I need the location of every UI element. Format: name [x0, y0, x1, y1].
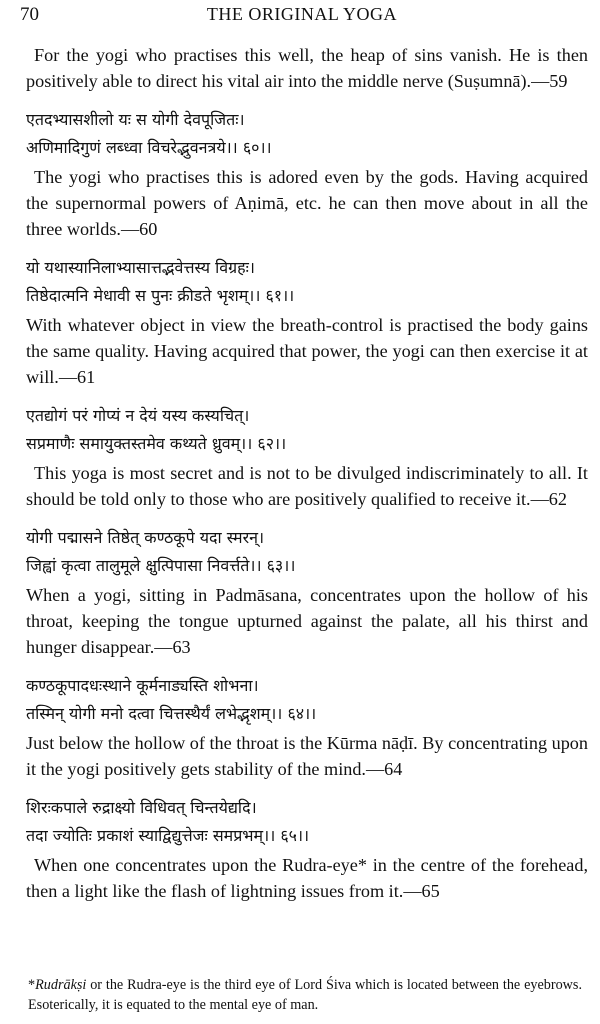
- verse-line: तदा ज्योतिः प्रकाशं स्याद्विद्युत्तेजः समप्रभम्।। ६५।।: [26, 826, 310, 845]
- translation-paragraph: The yogi who practises this is adored even by the gods. Having acquired the supernormal powers of Aṇimā, etc. he can then move about in all the three worlds.—60: [26, 167, 588, 239]
- translation-paragraph: With whatever object in view the breath-control is practised the body gains the same quality. Having acquired that power, the yogi can then exercise it at will.—61: [26, 315, 588, 387]
- verse-line: अणिमादिगुणं लब्ध्वा विचरेद्भुवनत्रये।। ६०।।: [26, 138, 272, 157]
- verse-line: जिह्वां कृत्वा तालुमूले क्षुत्पिपासा निवर्त्तते।। ६३।।: [26, 556, 296, 575]
- verse-line: तस्मिन् योगी मनो दत्वा चित्तस्थैर्यं लभेद्भृशम्।। ६४।।: [26, 704, 317, 723]
- page-number: 70: [20, 4, 39, 25]
- sanskrit-verse: [26, 794, 588, 850]
- verse-line: शिरःकपाले रुद्राक्ष्यो विधिवत् चिन्तयेद्यदि।: [26, 798, 257, 817]
- translation-paragraph: When one concentrates upon the Rudra-eye* in the centre of the forehead, then a light like the flash of lightning issues from it.—65: [26, 855, 588, 901]
- footnote-text: or the Rudra-eye is the third eye of Lord Śiva which is located between the eyebrows. Esoterically, it is equated to the mental eye of man.: [28, 977, 582, 1013]
- page-body: [26, 42, 588, 916]
- footnote: [28, 975, 582, 1015]
- translation-paragraph: When a yogi, sitting in Padmāsana, concentrates upon the hollow of his throat, keeping the tongue upturned against the palate, all his thirst and hunger disappear.—63: [26, 585, 588, 657]
- running-head: [18, 4, 586, 30]
- verse-line: एतदभ्यासशीलो यः स योगी देवपूजितः।: [26, 110, 245, 129]
- verse-line: सप्रमाणैः समायुक्तस्तमेव कथ्यते ध्रुवम्।। ६२।।: [26, 434, 287, 453]
- sanskrit-verse: [26, 106, 588, 162]
- sanskrit-verse: [26, 254, 588, 310]
- translation-paragraph: For the yogi who practises this well, the heap of sins vanish. He is then positively able to direct his vital air into the middle nerve (Suṣumnā).—59: [26, 45, 588, 91]
- translation-paragraph: Just below the hollow of the throat is the Kūrma nāḍī. By concentrating upon it the yogi positively gets stability of the mind.—64: [26, 733, 588, 779]
- verse-line: यो यथास्यानिलाभ्यासात्तद्भवेत्तस्य विग्रहः।: [26, 258, 255, 277]
- sanskrit-verse: [26, 524, 588, 580]
- footnote-marker: *: [28, 977, 36, 993]
- footnote-term: Rudrākṣi: [35, 977, 87, 993]
- sanskrit-verse: [26, 402, 588, 458]
- verse-line: एतद्योगं परं गोप्यं न देयं यस्य कस्यचित्।: [26, 406, 250, 425]
- verse-line: तिष्ठेदात्मनि मेधावी स पुनः क्रीडते भृशम्।। ६१।।: [26, 286, 295, 305]
- sanskrit-verse: [26, 672, 588, 728]
- verse-line: योगी पद्मासने तिष्ठेत् कण्ठकूपे यदा स्मरन्।: [26, 528, 265, 547]
- translation-paragraph: This yoga is most secret and is not to be divulged indiscriminately to all. It should be told only to those who are positively qualified to receive it.—62: [26, 463, 588, 509]
- book-title: THE ORIGINAL YOGA: [206, 4, 398, 24]
- verse-line: कण्ठकूपादधःस्थाने कूर्मनाड्यस्ति शोभना।: [26, 676, 259, 695]
